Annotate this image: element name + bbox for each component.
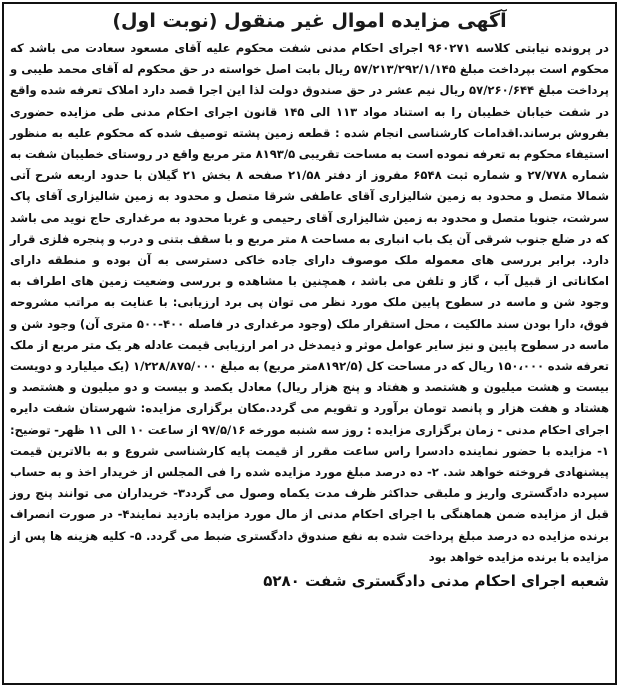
notice-signature: شعبه اجرای احکام مدنی دادگستری شفت ۵۲۸۰	[263, 572, 609, 591]
auction-notice	[2, 2, 617, 685]
notice-body: در پرونده نیابتی کلاسه ۹۶۰۲۷۱ اجرای احکام مدنی شفت محکوم علیه آقای مسعود سعادت می باشد که محکوم است بپرداخت مبلغ ۵۷/۲۱۳/۲۹۲/۱/۱۴۵ ریال بابت اصل خواسته در حق محکوم له آقای محمد طیبی و پرداخت مبلغ ۵۷/۲۶۰/۶۴۴ ریال نیم عشر در حق صندوق دولت لذا این اجرا قصد دارد املاک تعرفه شده واقع در شفت خیابان خطیبان را به استناد مواد ۱۱۳ الی ۱۴۵ قانون اجرای احکام مدنی طی مزایده حضوری بفروش برساند.اقدامات کارشناسی انجام شده : قطعه زمین پشته توصیف شده که محکوم علیه به منظور استیفاء محکوم به تعرفه نموده است به مساحت تقریبی ۸۱۹۳/۵ متر مربع واقع در روستای خطیبان شفت به شماره ۲۷/۷۷۸ و شماره ثبت ۶۵۴۸ مفروز از دفتر ۲۱/۵۸ صفحه ۸ بخش ۲۱ گیلان با حدود اربعه شرح آتی شمالا متصل و محدود به زمین شالیزاری آقای عاطفی شرقا متصل و محدود به زمین شالیزاری آقای پاک سرشت، جنوبا متصل و محدود به زمین شالیزاری آقای رحیمی و غربا محدود به مرغداری حاج نوید می باشد که در ضلع جنوب شرقی آن یک باب انباری به مساحت ۸ متر مربع و با سقف بتنی و درب و پنجره فلزی قرار دارد. برابر بررسی های معموله ملک موصوف دارای جاده خاکی دسترسی به آن بوده و منطقه دارای امکاناتی از قبیل آب ، گاز و تلفن می باشد ، همچنین با مشاهده و بررسی وضعیت زمین های اطراف به وجود شن و ماسه در سطوح پایین ملک مورد نظر می توان پی برد ارزیابی: با عنایت به مراتب مشروحه فوق، دارا بودن سند مالکیت ، محل استقرار ملک (وجود مرغداری در فاصله ۴۰۰-۵۰۰ متری آن) وجود شن و ماسه در سطوح پایین و نیز سایر عوامل موثر و ذیمدخل در امر ارزیابی قیمت عادله هر یک متر مربع از ملک تعرفه شده ۱۵۰،۰۰۰ ریال که در مساحت کل (۸۱۹۲/۵متر مربع) به مبلغ ۱/۲۲۸/۸۷۵/۰۰۰ (یک میلیارد و دویست بیست و هشت میلیون و هشتصد و هفتاد و پنج هزار ریال) معادل یکصد و بیست و دو میلیون و هشتصد و هشتاد و هفت هزار و پانصد تومان برآورد و تقویم می گردد.مکان برگزاری مزایده: شهرستان شفت دایره اجرای احکام مدنی - زمان برگزاری مزایده : روز سه شنبه مورخه ۹۷/۵/۱۶ از ساعت ۱۰ الی ۱۱ ظهر- توضیح: ۱- مزایده با حضور نماینده دادسرا راس ساعت مقرر از قیمت پایه کارشناسی شروع و به بالاترین قیمت پیشنهادی فروخته خواهد شد. ۲- ده درصد مبلغ مورد مزایده شده را فی المجلس از خریدار اخذ و به حساب سپرده دادگستری واریز و ملبقی حداکثر ظرف مدت یکماه وصول می گردد۳- خریداران می توانند پنج روز قبل از مزایده ضمن هماهنگی با اجرای احکام مدنی از مال مورد مزایده بازدید نمایند۴- در صورت انصراف برنده مزایده ده درصد مبلغ پرداخت شده به نفع صندوق دادگستری ضبط می گردد. ۵- کلیه هزینه ها پس از مزایده با برنده مزایده خواهد بود	[10, 41, 610, 564]
notice-title: آگهی مزایده اموال غیر منقول (نوبت اول)	[112, 10, 507, 32]
